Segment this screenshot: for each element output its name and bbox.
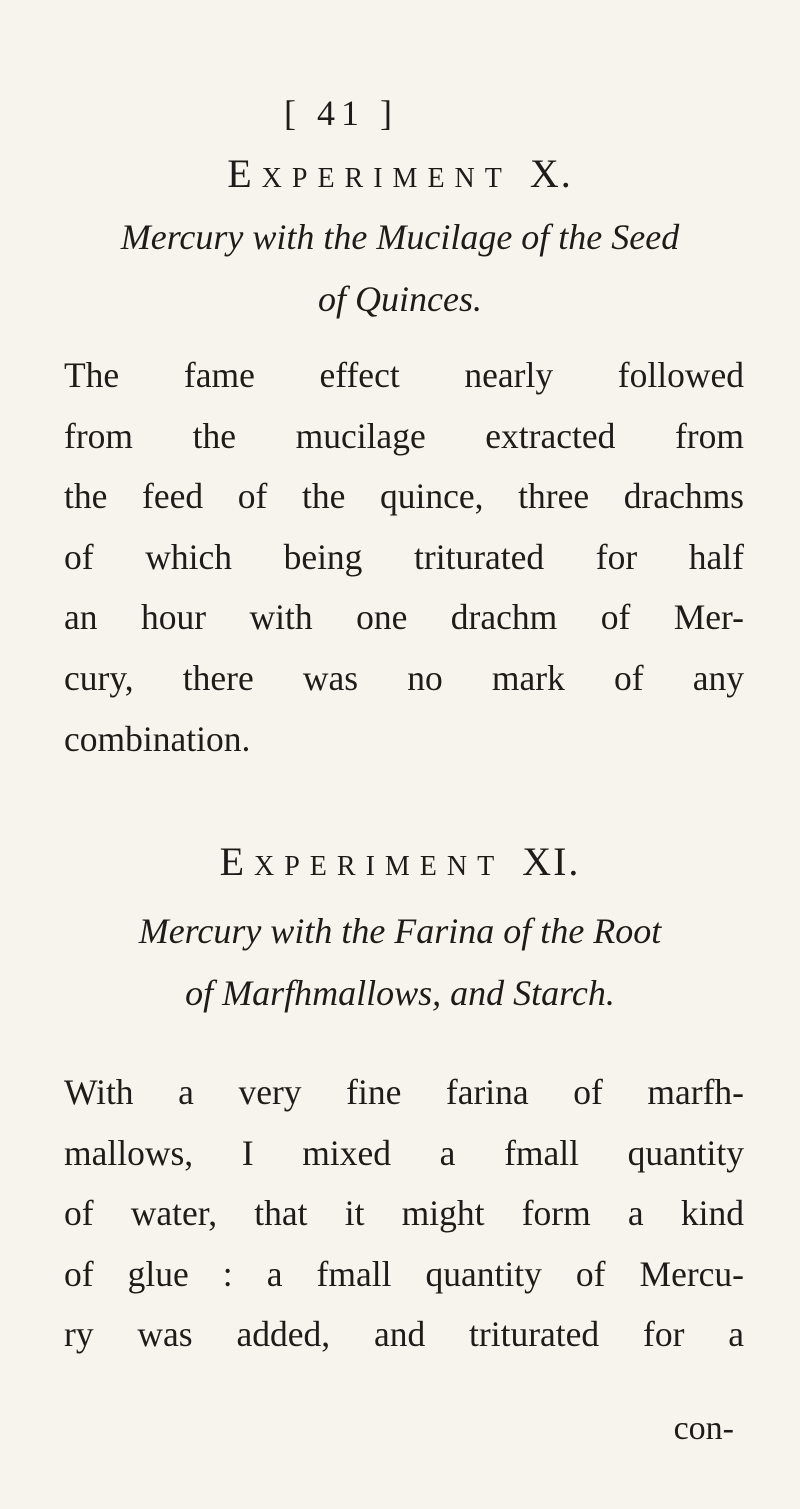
experiment-10-subtitle-line-2: of Quinces.	[318, 279, 482, 319]
experiment-10-line-1: The fame effect nearly followed	[64, 355, 744, 395]
experiment-10-paragraph	[64, 345, 744, 769]
page-number: [ 41 ]	[284, 93, 398, 133]
experiment-10-line-2: from the mucilage extracted from	[64, 415, 744, 456]
catchword: con-	[673, 1410, 734, 1447]
experiment-11-line-2: mallows, I mixed a fmall quantity	[64, 1132, 744, 1173]
experiment-10-line-4: of which being triturated for half	[64, 536, 744, 577]
experiment-11-paragraph	[64, 1062, 744, 1365]
experiment-10-heading	[0, 150, 800, 197]
experiment-11-subtitle	[0, 900, 800, 1024]
experiment-10-heading-word: Experiment	[227, 151, 512, 196]
experiment-10-subtitle-line-1: Mercury with the Mucilage of the Seed	[120, 217, 680, 257]
experiment-11-line-1: With a very fine farina of marfh-	[64, 1072, 744, 1112]
experiment-10-line-3: the feed of the quince, three drachms	[64, 476, 744, 517]
experiment-11-line-5: ry was added, and triturated for a	[64, 1314, 744, 1355]
experiment-10-line-6: cury, there was no mark of any	[64, 657, 744, 698]
experiment-11-heading-word: Experiment	[219, 839, 505, 884]
experiment-11-heading	[0, 838, 800, 885]
experiment-11-subtitle-line-2: of Marfhmallows, and Starch.	[185, 973, 615, 1013]
experiment-11-line-3: of water, that it might form a kind	[64, 1193, 744, 1234]
experiment-10-line-7: combination.	[64, 718, 251, 759]
experiment-11-line-4: of glue : a fmall quantity of Mercu-	[64, 1253, 744, 1294]
experiment-10-line-5: an hour with one drachm of Mer-	[64, 597, 744, 638]
experiment-10-heading-number: X.	[529, 151, 573, 196]
experiment-10-subtitle	[0, 206, 800, 330]
experiment-11-subtitle-line-1: Mercury with the Farina of the Root	[138, 911, 662, 951]
experiment-11-heading-number: XI.	[522, 839, 581, 884]
